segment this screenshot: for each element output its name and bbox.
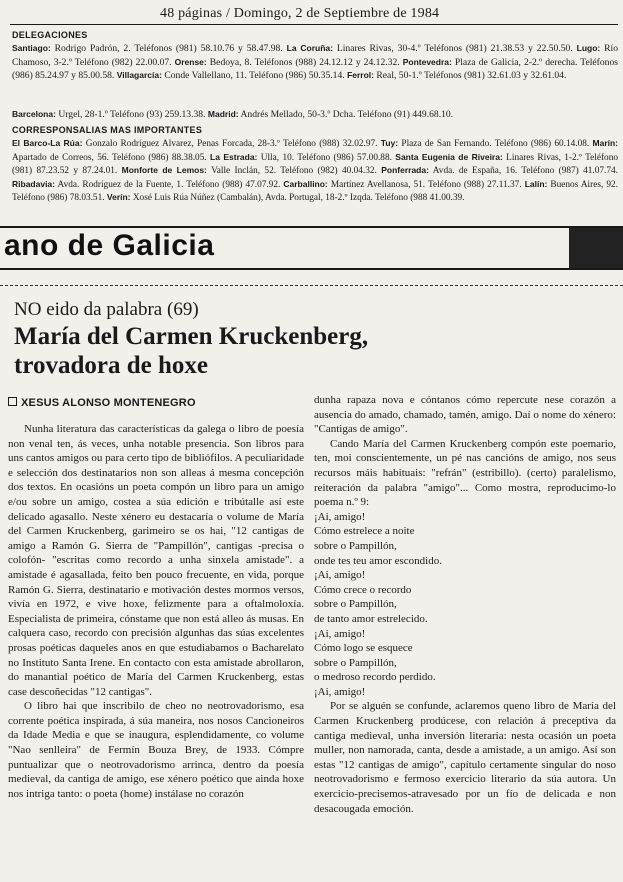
left-paragraph-1: Nunha literatura das características da galega o libro de poesía non venal ten, ás veces, unha notable presencia. Son libros para uns cantos amigos ou para certo tipo de bibliófilos. A peculiaridade e selección dos destinatarios non son alleas á mesma concepción dos textos. En ocasións un poeta compón un libro para un amigo e/ou sobre un amigo, costea a súa edición e tribútalle así este delicado agasallo. Neste xénero eu destacaría o volume de María del Carmen Kruckenberg, garimeiro se os hai, "12 cantigas de amigo a Ramón G. Sierra de "Pampillón", cantigas -precisa o colofón- "escritas como recordo a unha sinxela amistade". a amistade é agasallada, feito ben pouco frecuente, en vida, porque Ramón G. Sierra, destinatario e motivación destes mormos versos, vivía en 1972, e vive hoxe, felizmente para a oftalmoloxía. Especialista de primeira, cónstame que non está alleo ás musas. En calquera caso, recordo con precisión algunhas das súas excelentes prosas poéticas daqueles anos en que estudiabamos o Bacharelato no Instituto Santa Irene. En contacto con esta amistade abrollaron, do manantial poético de María del Carmen Kruckenberg, estas case descoñecidas "12 cantigas". [8,423,305,698]
delegacion-city: Santiago: [12,43,51,53]
delegacion-city: Ferrol: [347,70,374,80]
poem [314,510,616,700]
header-rule [10,24,618,25]
poem-line: o medroso recordo perdido. [314,671,436,684]
delegacion-details: Plaza de Galicia, 2-2.º derecha. Teléfonos (986) 85.24.97 y 85.00.58. [12,56,618,81]
poem-line: Cómo logo se esquece [314,642,413,655]
delegaciones-title: DELEGACIONES [12,30,88,40]
headline-line-2: trovadora de hoxe [14,352,208,379]
corresponsalia-city: Ribadavia: [12,178,55,189]
corresponsalia-details: Gonzalo Rodríguez Alvarez, Penas Forcada, 28-3.º Teléfono (988) 32.02.97. [82,139,381,149]
corresponsalia-city: Verín: [106,192,131,202]
poem-line: ¡Ai, amigo! [314,627,366,640]
delegacion-details: Río Chamoso, 3-2.º Teléfono (982) 22.00.07. [12,43,618,68]
poem-line: de tanto amor estrelecido. [314,612,428,625]
corresponsalia-city: Ponferrada: [381,165,429,175]
corresponsalia-details: Avda. Rodríguez de la Fuente, 1. Teléfono (988) 47.07.92. [55,179,284,190]
masthead-banner [0,226,623,270]
byline-text: XESUS ALONSO MONTENEGRO [21,397,196,409]
corresponsalia-details: Xosé Luis Rúa Núñez (Cambalán), Avda. Portugal, 18-2.º Izqda. Teléfono (988 41.00.39. [130,193,465,203]
article-column-right [314,393,616,816]
corresponsalia-city: Monforte de Lemos: [121,165,207,175]
poem-line: ¡Ai, amigo! [314,569,366,582]
masthead-title: ano de Galicia [4,229,215,262]
delegacion-details: Rodrigo Padrón, 2. Teléfonos (981) 58.10.76 y 58.47.98. [50,43,287,54]
headline-line-1: María del Carmen Kruckenberg, [14,323,369,350]
delegacion-city: Orense: [174,56,207,67]
delegacion-details: Bedoya, 8. Teléfonos (988) 24.12.12 y 24.12.32. [206,56,403,68]
poem-line: Cómo estrelece a noite [314,525,415,538]
corresponsalia-details: Linares Rivas, 1-2.º Teléfono (981) 87.23.52 y 87.24.01. [12,152,618,176]
delegacion-city: Madrid: [207,109,239,119]
corresponsalia-city: Marín: [592,138,619,148]
left-paragraph-2: O libro hai que inscribilo de cheo no neotrovadorismo, esa corrente poética inspirada, á súa maneira, nos nosos Cancioneiros da Idade Media e que se inaugura, esplendidamente, co volume "Nao senlleira" de Fermín Bouza Brey, de 1933. Cómpre puntualizar que o neotrovadorismo arrinca, dentro da poesía medieval, da cantiga de amigo, ese xénero poético que ainda hoxe nos intriga tanto: o poeta (home) instálase no corazón [8,700,304,800]
corresponsalia-city: Lalín: [524,178,548,189]
article-headline [14,322,368,380]
delegacion-details: Linares Rivas, 30-4.º Teléfonos (981) 21.38.53 y 22.50.50. [332,43,577,54]
corresponsalia-details: Apartado de Correos, 56. Teléfono (986) 88.38.05. [12,152,211,163]
poem-line: sobre o Pampillón, [314,598,397,611]
corresponsalias-list [12,137,618,205]
delegacion-city: Barcelona: [12,109,56,119]
corresponsalia-details: Avda. de España, 16. Teléfono (987) 41.07.74. [428,166,618,176]
poem-line: onde tes teu amor escondido. [314,554,442,567]
corresponsalia-details: Martínez Avellanosa, 51. Teléfono (988) 27.11.37. [327,179,525,190]
poem-line: ¡Ai, amigo! [314,510,366,523]
corresponsalias-title: CORRESPONSALIAS MAS IMPORTANTES [12,125,203,135]
article-column-left [8,422,304,801]
delegacion-city: La Coruña: [286,43,333,53]
corresponsalia-details: Ulla, 10. Teléfono (986) 57.00.88. [257,152,396,163]
right-paragraph-2: Cando María del Carmen Kruckenberg compón este poemario, ten, moi conscientemente, un pé nas cancións de amigo, nos seus recursos máis habituais: "refrán" (estribillo). (certo) paralelismo, reiteración da palabra "amigo"... Como mostra, reproducimo-lo poema n.º 9: [314,437,616,509]
corresponsalia-details: Plaza de San Fernando. Teléfono (986) 60.14.08. [398,139,593,149]
byline-box-icon [8,397,17,406]
corresponsalia-city: Santa Eugenia de Riveira: [395,151,503,162]
delegacion-city: Pontevedra: [402,56,452,67]
delegacion-city: Villagarcía: [116,70,162,80]
corresponsalia-city: La Estrada: [210,151,258,162]
poem-line: sobre o Pampillón, [314,656,397,669]
article-byline [8,397,196,409]
delegacion-details: Conde Vallellano, 11. Teléfono (986) 50.35.14. [161,70,348,81]
right-paragraph-3: Por se alguén se confunde, aclaremos queno libro de María del Carmen Kruckenberg prodúcese, con relación á preceptiva da cantiga medieval, unha inversión literaria: nesta ocasión un poeta muller, non namorada, canta, desde a amistade, a un amigo. Así son estas "12 cantigas de amigo", capítulo certamente singular do noso neotrovadorismo e fermoso exercicio literario da súa autora. Un exercicio-precisemos-atravesado por un fío de delicada e non desacougada emoción. [314,700,616,815]
masthead-dark-block [569,228,623,268]
right-paragraph-1: dunha rapaza nova e cóntanos cómo repercute nese corazón a ausencia do amado, chamado, tamén, amigo. Daí o nome do xénero: "Cantigas de amigo". [314,394,616,436]
delegacion-details: Urgel, 28-1.º Teléfono (93) 259.13.38. [55,109,208,120]
delegacion-details: Andrés Mellado, 50-3.º Dcha. Teléfono (91) 449.68.10. [238,109,454,120]
poem-line: Cómo crece o recordo [314,583,412,596]
article-kicker: NO eido da palabra (69) [14,299,199,320]
poem-line: ¡Ai, amigo! [314,685,366,698]
corresponsalia-city: Carballino: [283,178,328,189]
corresponsalia-city: El Barco-La Rúa: [12,138,83,148]
corresponsalia-details: Buenos Aires, 92. Teléfono (986) 78.03.51. [12,179,618,203]
delegaciones-list-2 [12,108,618,122]
delegacion-city: Lugo: [576,43,601,53]
corresponsalia-details: Valle Inclán, 52. Teléfono (982) 40.04.32. [206,166,382,176]
delegacion-details: Real, 50-1.º Teléfonos (981) 32.61.03 y 32.61.04. [374,70,567,81]
page-header: 48 páginas / Domingo, 2 de Septiembre de 1984 [160,6,440,21]
corresponsalia-city: Tuy: [380,138,399,148]
poem-line: sobre o Pampillón, [314,539,397,552]
delegaciones-list [12,42,618,83]
